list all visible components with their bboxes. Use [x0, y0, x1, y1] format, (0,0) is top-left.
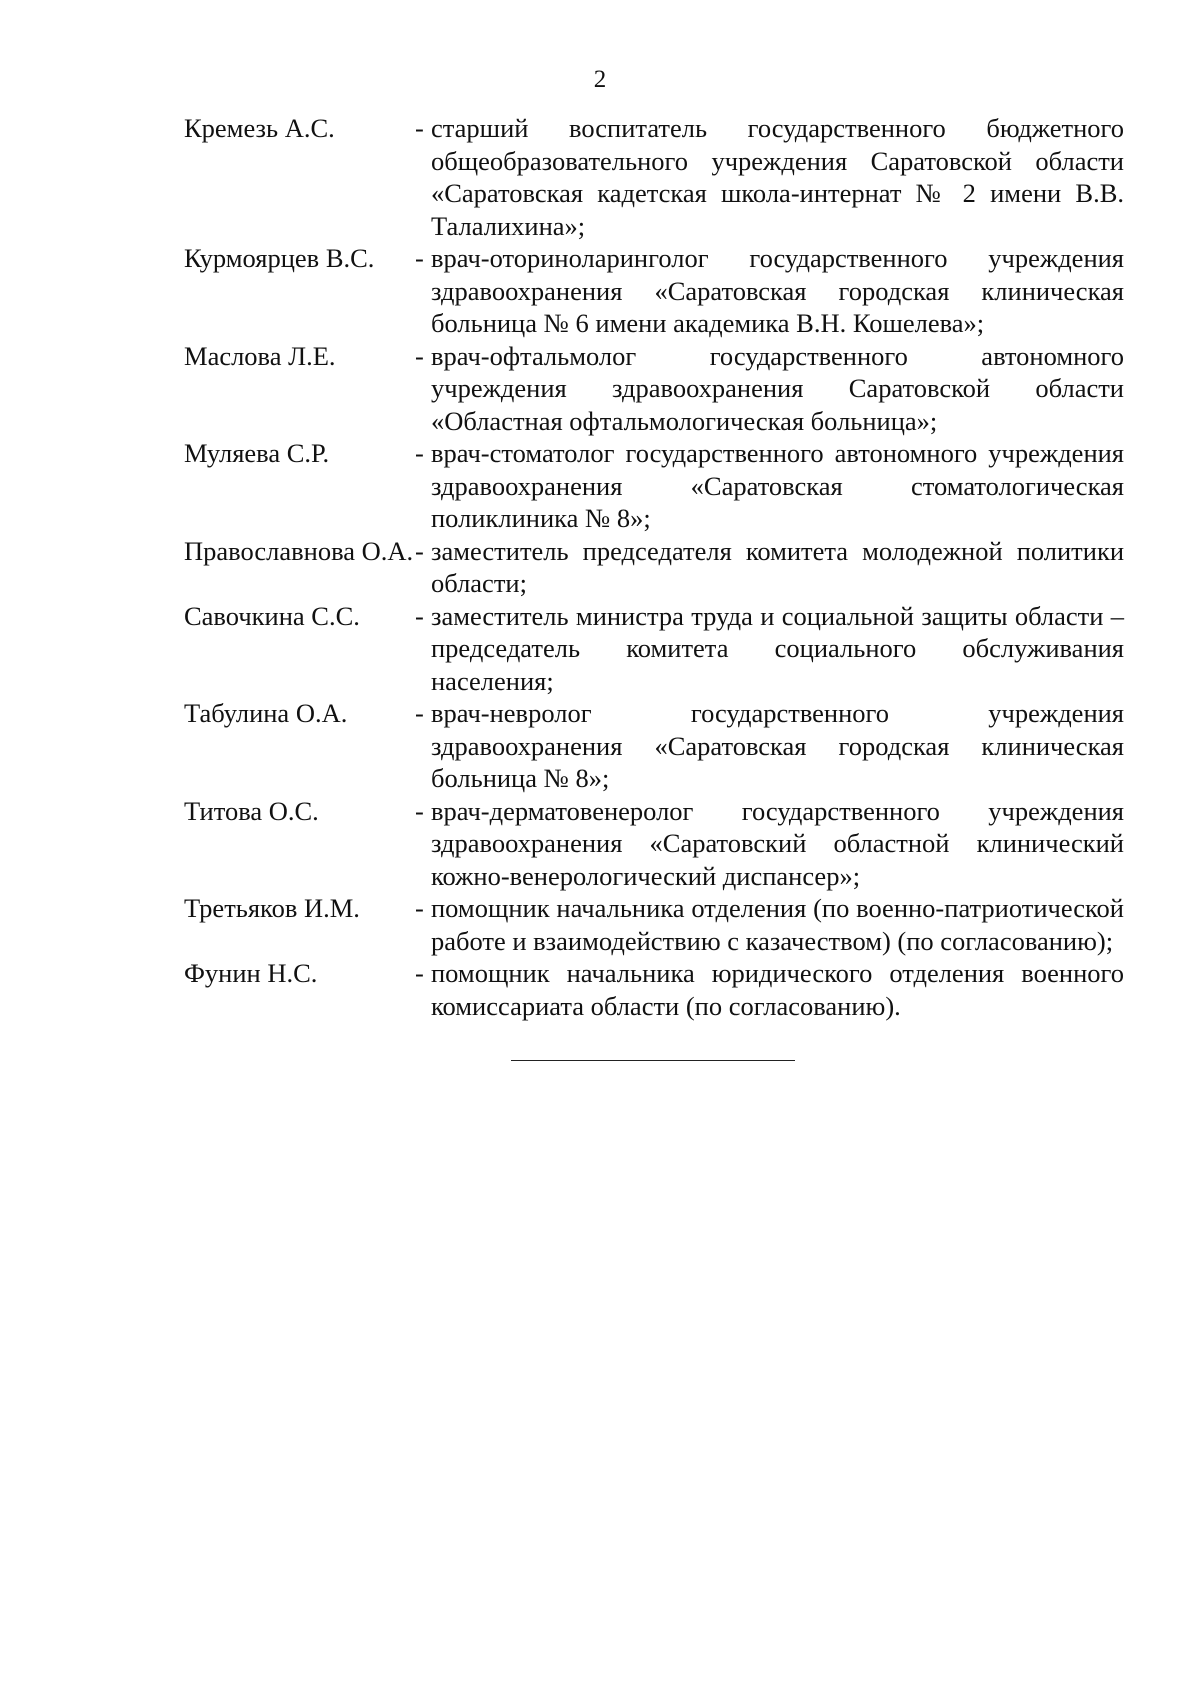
member-name: Савочкина С.С.: [184, 600, 360, 631]
member-entry: [184, 957, 1124, 1022]
member-entry: [184, 600, 1124, 698]
member-position: старший воспитатель государственного бюджетного общеобразовательного учреждения Саратовской области «Саратовская кадетская школа-интернат № 2 имени В.В. Талалихина»;: [431, 113, 1124, 241]
page-number: 2: [593, 66, 607, 93]
closing-separator-line: [511, 1060, 795, 1061]
member-position: помощник начальника отделения (по военно-патриотической работе и взаимодействию с казачеством) (по согласованию);: [431, 893, 1124, 956]
member-position: врач-невролог государственного учреждения здравоохранения «Саратовская городская клиническая больница № 8»;: [431, 698, 1124, 793]
member-name: Третьяков И.М.: [184, 893, 360, 923]
dash-separator: -: [415, 535, 424, 566]
member-entry: [184, 340, 1124, 438]
member-entry: [184, 535, 1124, 600]
member-name: Кремезь А.С.: [184, 113, 335, 143]
member-position: помощник начальника юридического отделения военного комиссариата области (по согласованию).: [431, 958, 1124, 1021]
member-name: Маслова Л.Е.: [184, 340, 336, 371]
member-name: Табулина О.А.: [184, 698, 348, 728]
dash-separator: -: [415, 113, 424, 143]
member-position: заместитель председателя комитета молодежной политики области;: [431, 535, 1124, 598]
member-position: заместитель министра труда и социальной защиты области – председатель комитета социального обслуживания населения;: [431, 600, 1124, 696]
member-entry: [184, 112, 1124, 242]
dash-separator: -: [415, 600, 424, 631]
dash-separator: -: [415, 340, 424, 371]
member-name: Православнова О.А.: [184, 535, 414, 566]
dash-separator: -: [415, 698, 424, 728]
member-entry: [184, 892, 1124, 957]
dash-separator: -: [415, 243, 424, 273]
member-entry: [184, 697, 1124, 795]
member-name: Курмоярцев В.С.: [184, 243, 375, 273]
dash-separator: -: [415, 893, 424, 923]
member-position: врач-дерматовенеролог государственного учреждения здравоохранения «Саратовский областной клинический кожно-венерологический диспансер»;: [431, 795, 1124, 891]
member-position: врач-стоматолог государственного автономного учреждения здравоохранения «Саратовская стоматологическая поликлиника № 8»;: [431, 438, 1124, 533]
dash-separator: -: [415, 438, 424, 468]
member-name: Фунин Н.С.: [184, 958, 318, 988]
member-position: врач-офтальмолог государственного автономного учреждения здравоохранения Саратовской области «Областная офтальмологическая больница»;: [431, 340, 1124, 436]
member-position: врач-оториноларинголог государственного учреждения здравоохранения «Саратовская городская клиническая больница № 6 имени академика В.Н. Кошелева»;: [431, 243, 1124, 338]
member-entry: [184, 242, 1124, 340]
member-list: [184, 112, 1124, 1022]
dash-separator: -: [415, 958, 424, 988]
member-entry: [184, 795, 1124, 893]
member-entry: [184, 437, 1124, 535]
member-name: Титова О.С.: [184, 795, 319, 826]
member-name: Муляева С.Р.: [184, 438, 330, 468]
dash-separator: -: [415, 795, 424, 826]
